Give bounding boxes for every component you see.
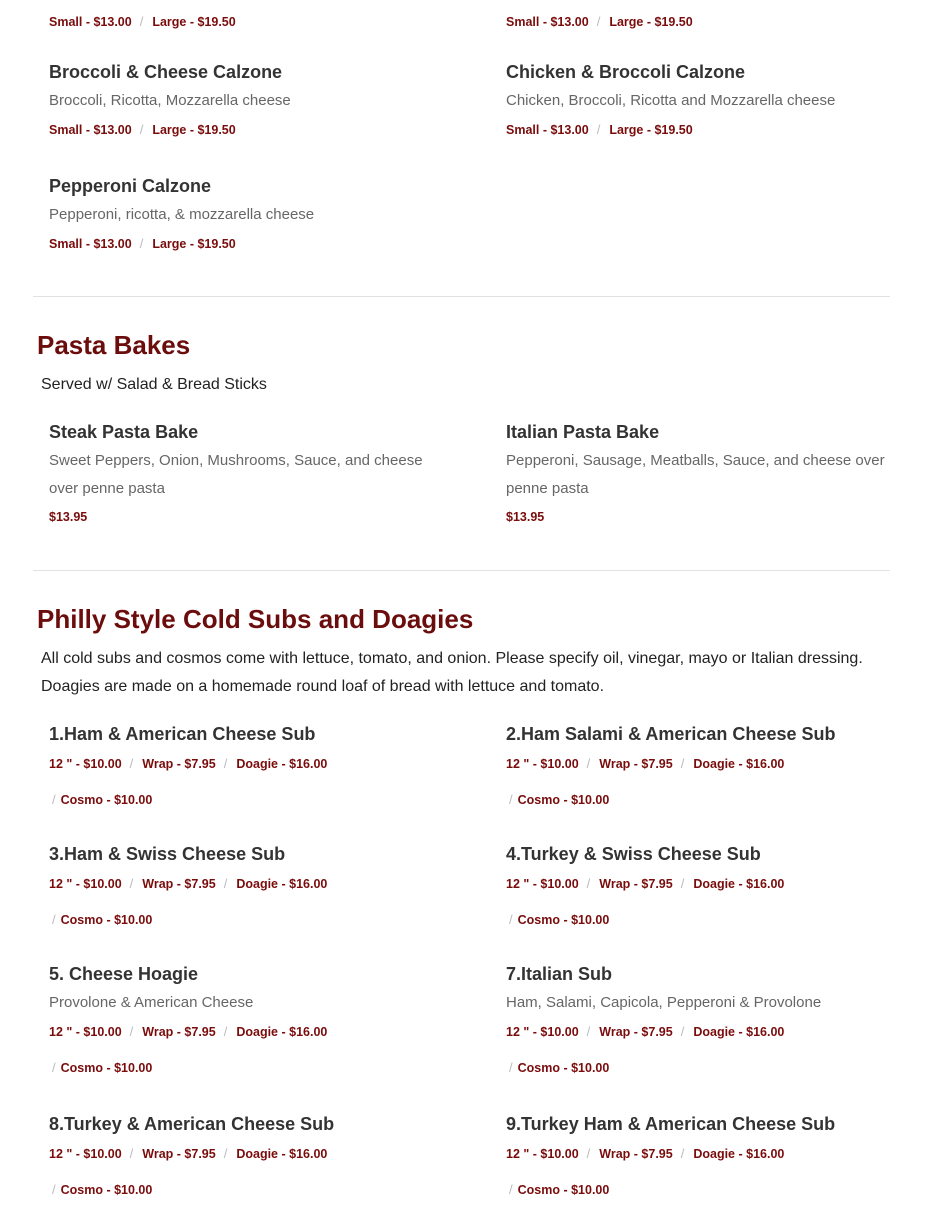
section-note: Served w/ Salad & Bread Sticks [41, 376, 267, 393]
price-12-inch: 12 " - $10.00 [506, 876, 579, 891]
price-row-extra: / Cosmo - $10.00 [509, 792, 610, 807]
price-row-extra: / Cosmo - $10.00 [52, 1060, 153, 1075]
price-row-extra: / Cosmo - $10.00 [52, 1182, 153, 1197]
price-wrap: Wrap - $7.95 [142, 1024, 216, 1039]
price-row: 12 " - $10.00 / Wrap - $7.95 / Doagie - $16.00 [49, 876, 328, 891]
price-doagie: Doagie - $16.00 [693, 876, 785, 891]
price-doagie: Doagie - $16.00 [236, 756, 328, 771]
price-large: Large - $19.50 [152, 14, 236, 29]
price-row: 12 " - $10.00 / Wrap - $7.95 / Doagie - $16.00 [506, 876, 785, 891]
item-name: 3.Ham & Swiss Cheese Sub [49, 844, 286, 864]
price-row: 12 " - $10.00 / Wrap - $7.95 / Doagie - $16.00 [49, 1024, 328, 1039]
price-row-extra: / Cosmo - $10.00 [509, 1060, 610, 1075]
price-wrap: Wrap - $7.95 [599, 756, 673, 771]
item-name: Broccoli & Cheese Calzone [49, 62, 283, 82]
menu-item-chicken-broccoli-calzone[interactable] [506, 62, 906, 137]
price-small: Small - $13.00 [506, 14, 589, 29]
price: $13.95 [49, 510, 88, 524]
menu-item-sub[interactable] [49, 964, 449, 1075]
menu-item-sub[interactable] [49, 844, 449, 927]
price-small: Small - $13.00 [49, 236, 132, 251]
item-name: 9.Turkey Ham & American Cheese Sub [506, 1114, 836, 1134]
item-description: Broccoli, Ricotta, Mozzarella cheese [49, 92, 291, 109]
price-row: 12 " - $10.00 / Wrap - $7.95 / Doagie - $16.00 [506, 756, 785, 771]
price-doagie: Doagie - $16.00 [236, 1024, 328, 1039]
price-doagie: Doagie - $16.00 [236, 876, 328, 891]
price-doagie: Doagie - $16.00 [693, 756, 785, 771]
price-cosmo: Cosmo - $10.00 [517, 1182, 610, 1197]
price-row-extra: / Cosmo - $10.00 [509, 1182, 610, 1197]
menu-item-steak-pasta-bake[interactable] [49, 422, 434, 524]
price-cosmo: Cosmo - $10.00 [60, 1182, 153, 1197]
price-cosmo: Cosmo - $10.00 [60, 1060, 153, 1075]
price-row: 12 " - $10.00 / Wrap - $7.95 / Doagie - $16.00 [506, 1024, 785, 1039]
price-doagie: Doagie - $16.00 [693, 1146, 785, 1161]
price-row: Small - $13.00 / Large - $19.50 [49, 122, 236, 137]
price-wrap: Wrap - $7.95 [142, 1146, 216, 1161]
item-name: 8.Turkey & American Cheese Sub [49, 1114, 335, 1134]
item-description: Chicken, Broccoli, Ricotta and Mozzarella cheese [506, 92, 836, 109]
menu-item-sub[interactable] [49, 1114, 449, 1197]
item-name: 2.Ham Salami & American Cheese Sub [506, 724, 836, 744]
price-row: 12 " - $10.00 / Wrap - $7.95 / Doagie - $16.00 [49, 1146, 328, 1161]
price-cosmo: Cosmo - $10.00 [517, 1060, 610, 1075]
price-12-inch: 12 " - $10.00 [506, 1024, 579, 1039]
price-large: Large - $19.50 [609, 14, 693, 29]
price: $13.95 [506, 510, 545, 524]
price-wrap: Wrap - $7.95 [142, 756, 216, 771]
price-row: 12 " - $10.00 / Wrap - $7.95 / Doagie - $16.00 [49, 756, 328, 771]
price-row: Small - $13.00 / Large - $19.50 [506, 122, 693, 137]
price-small: Small - $13.00 [506, 122, 589, 137]
item-name: Italian Pasta Bake [506, 422, 660, 442]
item-description: Provolone & American Cheese [49, 994, 254, 1011]
section-title-pasta-bakes: Pasta Bakes [37, 330, 191, 360]
price-cosmo: Cosmo - $10.00 [60, 912, 153, 927]
menu-item-broccoli-cheese-calzone[interactable] [49, 62, 449, 137]
section-divider [33, 570, 890, 571]
menu-item-sub[interactable] [506, 844, 906, 927]
price-wrap: Wrap - $7.95 [599, 876, 673, 891]
price-row-extra: / Cosmo - $10.00 [509, 912, 610, 927]
section-title-cold-subs: Philly Style Cold Subs and Doagies [37, 604, 474, 634]
menu-item-sub[interactable] [49, 724, 449, 807]
price-12-inch: 12 " - $10.00 [506, 756, 579, 771]
section-divider [33, 296, 890, 297]
price-wrap: Wrap - $7.95 [599, 1024, 673, 1039]
item-description: Pepperoni, Sausage, Meatballs, Sauce, and cheese over penne pasta [506, 452, 885, 497]
price-row: 12 " - $10.00 / Wrap - $7.95 / Doagie - $16.00 [506, 1146, 785, 1161]
menu-item-pepperoni-calzone[interactable] [49, 176, 449, 251]
price-large: Large - $19.50 [609, 122, 693, 137]
menu-item-italian-pasta-bake[interactable] [506, 422, 891, 524]
price-cosmo: Cosmo - $10.00 [60, 792, 153, 807]
price-doagie: Doagie - $16.00 [236, 1146, 328, 1161]
price-small: Small - $13.00 [49, 14, 132, 29]
price-row: Small - $13.00 / Large - $19.50 [506, 14, 693, 29]
item-description: Pepperoni, ricotta, & mozzarella cheese [49, 206, 315, 223]
item-name: 5. Cheese Hoagie [49, 964, 199, 984]
item-name: Steak Pasta Bake [49, 422, 199, 442]
price-wrap: Wrap - $7.95 [599, 1146, 673, 1161]
price-doagie: Doagie - $16.00 [693, 1024, 785, 1039]
price-row: Small - $13.00 / Large - $19.50 [49, 14, 236, 29]
menu-item-sub[interactable] [506, 1114, 906, 1197]
price-row-extra: / Cosmo - $10.00 [52, 912, 153, 927]
price-large: Large - $19.50 [152, 236, 236, 251]
price-row-extra: / Cosmo - $10.00 [52, 792, 153, 807]
item-name: 1.Ham & American Cheese Sub [49, 724, 316, 744]
price-row: Small - $13.00 / Large - $19.50 [49, 236, 236, 251]
item-name: 4.Turkey & Swiss Cheese Sub [506, 844, 761, 864]
menu-item-sub[interactable] [506, 964, 906, 1075]
price-large: Large - $19.50 [152, 122, 236, 137]
price-cosmo: Cosmo - $10.00 [517, 792, 610, 807]
price-cosmo: Cosmo - $10.00 [517, 912, 610, 927]
item-name: 7.Italian Sub [506, 964, 613, 984]
price-12-inch: 12 " - $10.00 [49, 876, 122, 891]
price-small: Small - $13.00 [49, 122, 132, 137]
price-12-inch: 12 " - $10.00 [49, 1146, 122, 1161]
price-12-inch: 12 " - $10.00 [506, 1146, 579, 1161]
price-wrap: Wrap - $7.95 [142, 876, 216, 891]
item-name: Pepperoni Calzone [49, 176, 212, 196]
item-name: Chicken & Broccoli Calzone [506, 62, 746, 82]
menu-item-sub[interactable] [506, 724, 906, 807]
price-12-inch: 12 " - $10.00 [49, 1024, 122, 1039]
section-note: All cold subs and cosmos come with lettuce, tomato, and onion. Please specify oil, vinegar, mayo or Italian dressing. Doagies are made on a homemade round loaf of bread with lettuce and tomato. [41, 650, 863, 695]
item-description: Sweet Peppers, Onion, Mushrooms, Sauce, and cheese over penne pasta [49, 452, 423, 497]
price-12-inch: 12 " - $10.00 [49, 756, 122, 771]
item-description: Ham, Salami, Capicola, Pepperoni & Provolone [506, 994, 822, 1011]
